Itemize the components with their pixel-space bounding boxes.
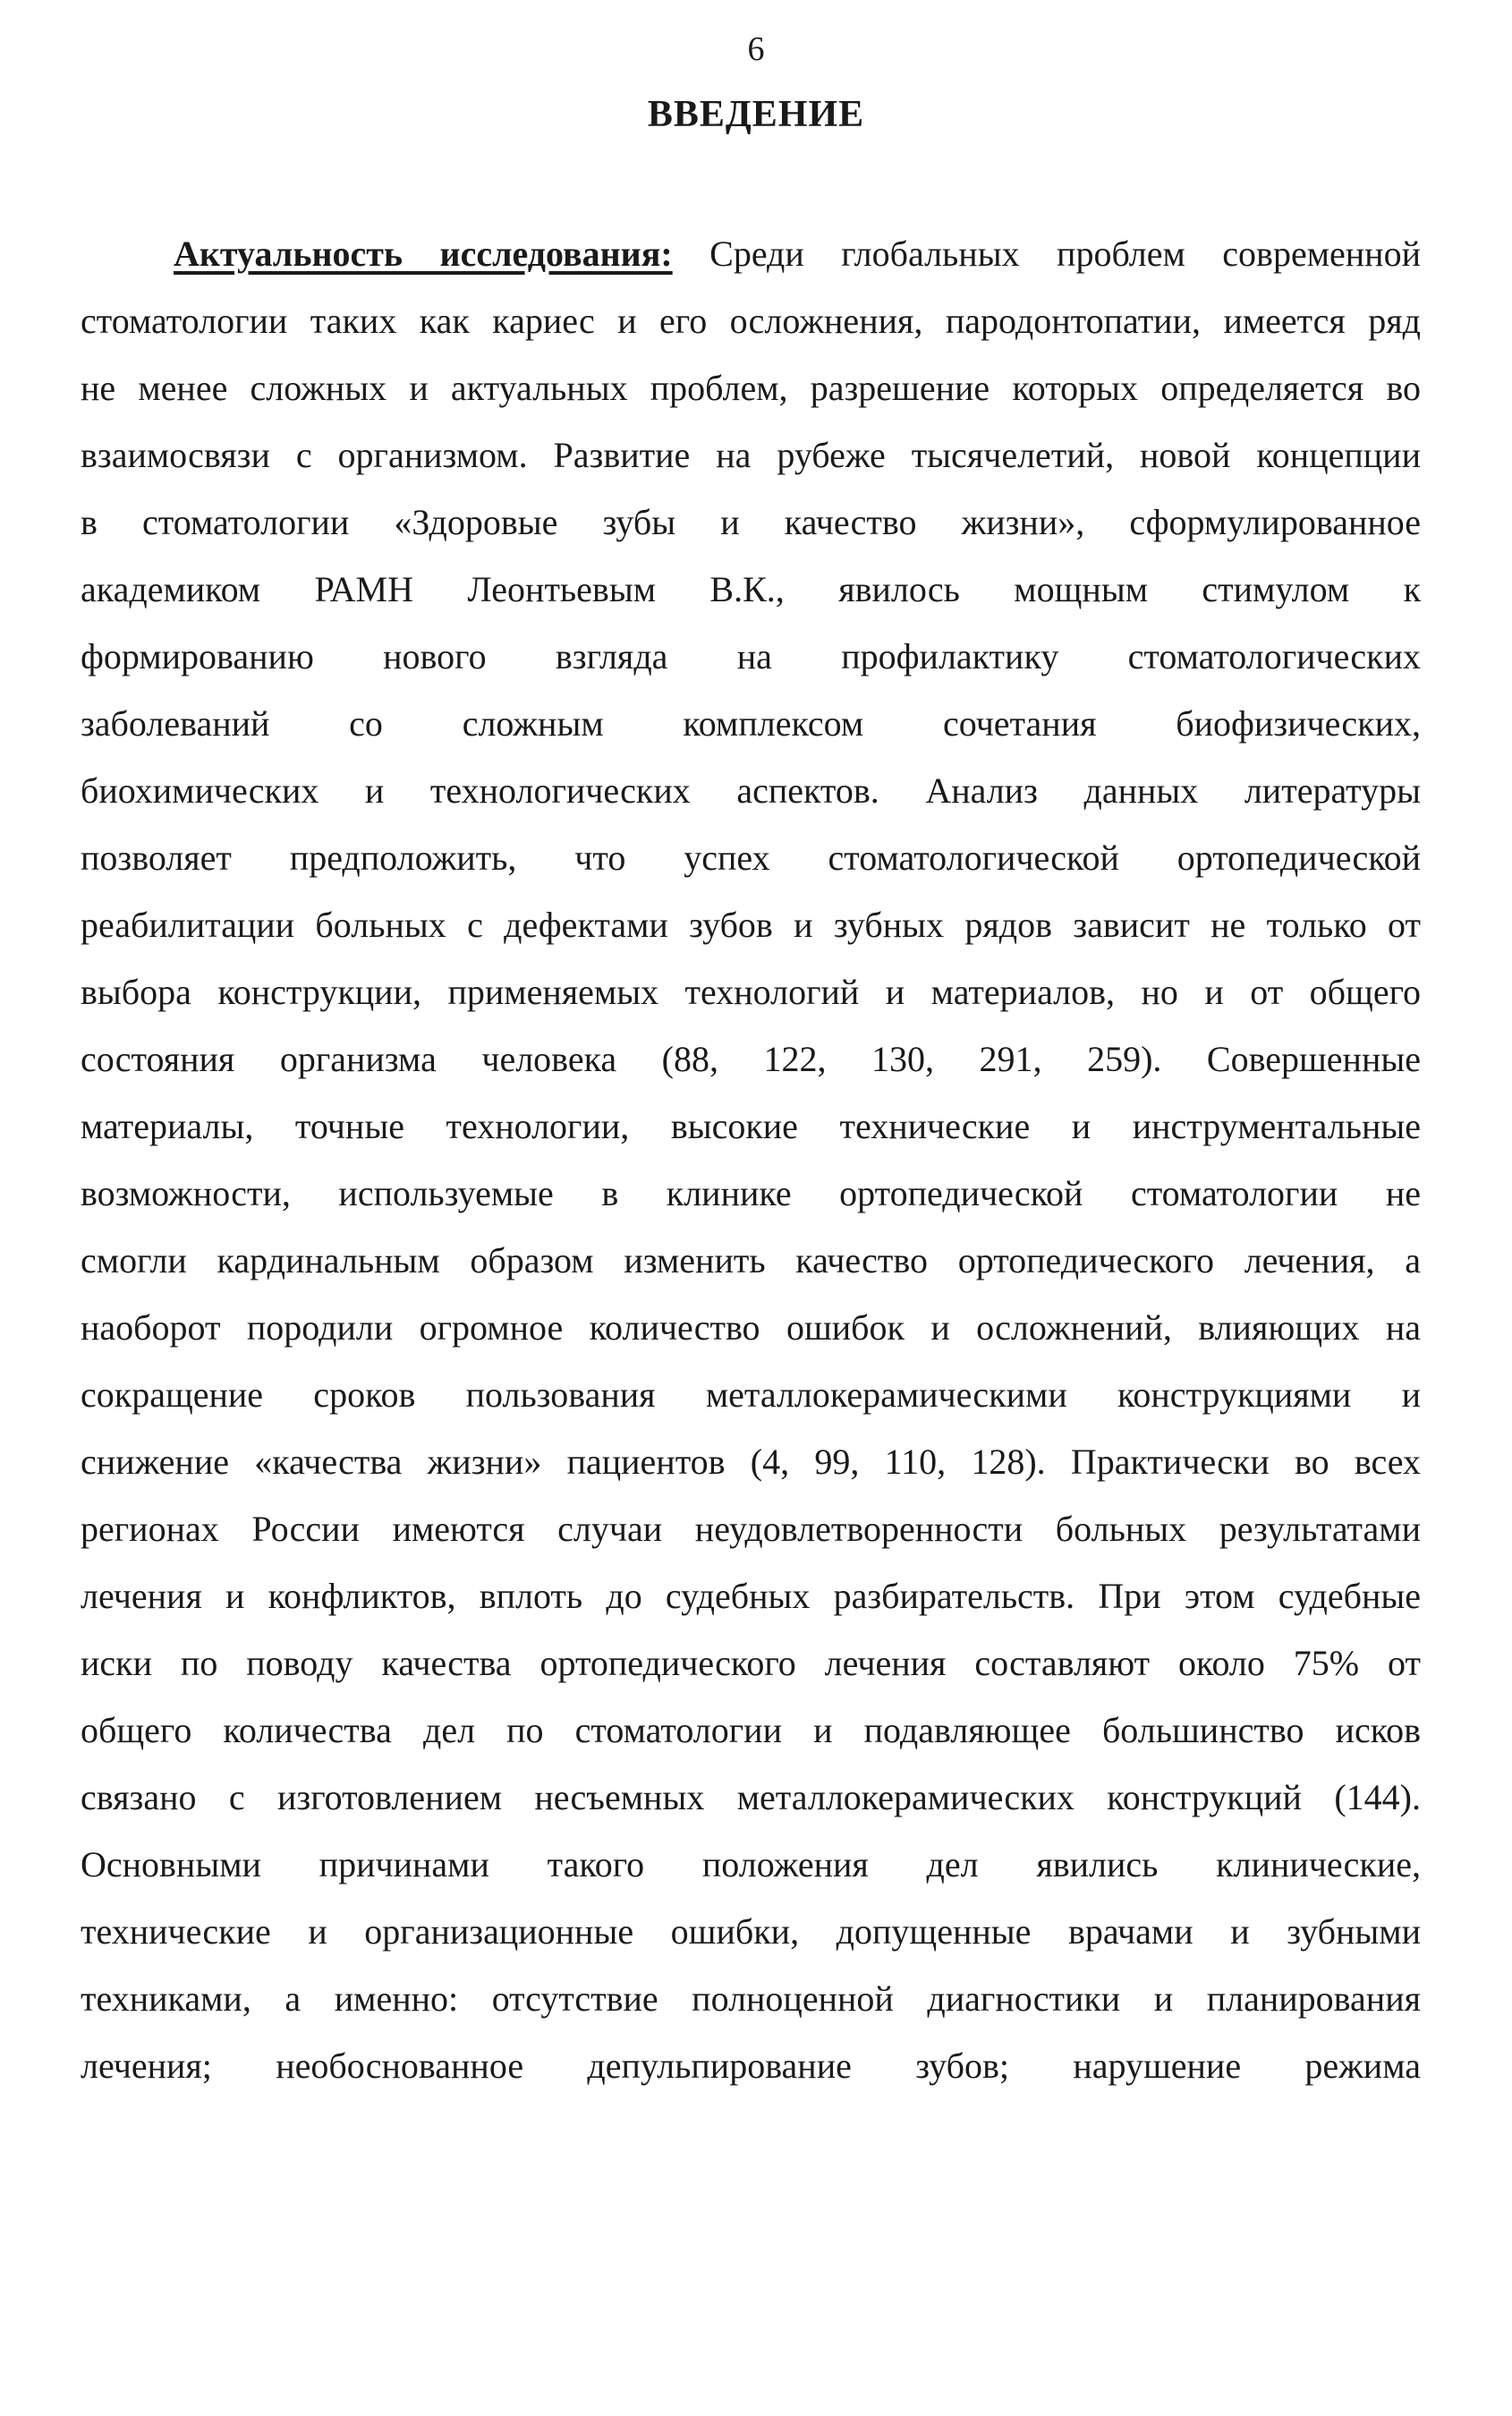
text-line: биохимических и технологических аспектов. Анализ данных литературы — [81, 770, 1421, 811]
text-line: реабилитации больных с дефектами зубов и зубных рядов зависит не только от — [81, 905, 1421, 945]
text-line: взаимосвязи с организмом. Развитие на рубеже тысячелетий, новой концепции — [81, 435, 1421, 475]
text-line: смогли кардинальным образом изменить качество ортопедического лечения, а — [81, 1240, 1421, 1280]
text-line: технические и организационные ошибки, допущенные врачами и зубными — [81, 1911, 1421, 1952]
text-line: регионах России имеются случаи неудовлетворенности больных результатами — [81, 1509, 1421, 1549]
text-line: не менее сложных и актуальных проблем, разрешение которых определяется во — [81, 368, 1421, 408]
text-line: заболеваний со сложным комплексом сочетания биофизических, — [81, 703, 1421, 744]
text-line: наоборот породили огромное количество ошибок и осложнений, влияющих на — [81, 1307, 1421, 1348]
text-line: Основными причинами такого положения дел явились клинические, — [81, 1844, 1421, 1884]
text-line: снижение «качества жизни» пациентов (4, 99, 110, 128). Практически во всех — [81, 1442, 1421, 1482]
paragraph-lead-heading: Актуальность исследования: — [174, 234, 673, 274]
text-line: состояния организма человека (88, 122, 130, 291, 259). Совершенные — [81, 1039, 1421, 1079]
text-line: в стоматологии «Здоровые зубы и качество жизни», сформулированное — [81, 502, 1421, 542]
text-line-content: Среди глобальных проблем современной — [672, 234, 1421, 274]
text-line: академиком РАМН Леонтьевым В.К., явилось мощным стимулом к — [81, 569, 1421, 609]
text-line: стоматологии таких как кариес и его осложнения, пародонтопатии, имеется ряд — [81, 301, 1421, 341]
text-line — [81, 220, 1421, 287]
text-line: лечения и конфликтов, вплоть до судебных разбирательств. При этом судебные — [81, 1576, 1421, 1616]
text-line: иски по поводу качества ортопедического лечения составляют около 75% от — [81, 1643, 1421, 1683]
text-line: выбора конструкции, применяемых технологий и материалов, но и от общего — [81, 972, 1421, 1012]
text-line: возможности, используемые в клинике ортопедической стоматологии не — [81, 1173, 1421, 1213]
text-line: общего количества дел по стоматологии и подавляющее большинство исков — [81, 1710, 1421, 1750]
text-line: техниками, а именно: отсутствие полноценной диагностики и планирования — [81, 1978, 1421, 2019]
text-line: позволяет предположить, что успех стоматологической ортопедической — [81, 838, 1421, 878]
page-number: 6 — [747, 30, 765, 68]
text-line: лечения; необоснованное депульпирование зубов; нарушение режима — [81, 2046, 1421, 2086]
text-line: сокращение сроков пользования металлокерамическими конструкциями и — [81, 1374, 1421, 1415]
text-line: связано с изготовлением несъемных металлокерамических конструкций (144). — [81, 1777, 1421, 1817]
text-line: формированию нового взгляда на профилактику стоматологических — [81, 636, 1421, 676]
text-line: материалы, точные технологии, высокие технические и инструментальные — [81, 1106, 1421, 1146]
body-paragraph — [81, 220, 1421, 2099]
section-title: ВВЕДЕНИЕ — [647, 94, 865, 135]
